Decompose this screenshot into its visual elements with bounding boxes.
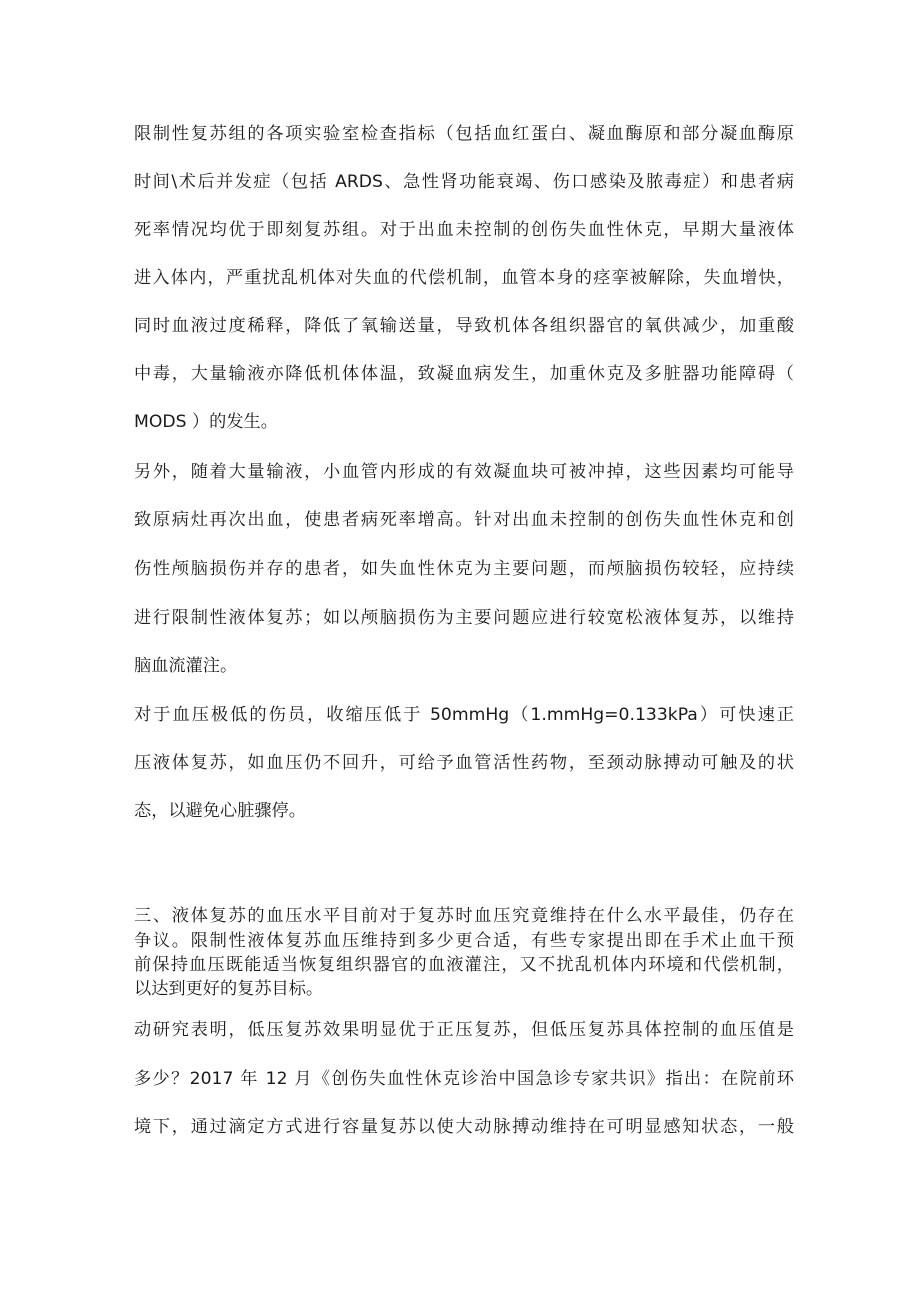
paragraph-line: 动研究表明，低压复苏效果明显优于正压复苏，但低压复苏具体控制的血压值是 — [134, 1020, 794, 1040]
paragraph-line: 致原病灶再次出血，使患者病死率增高。针对出血未控制的创伤失血性休克和创 — [134, 510, 794, 530]
paragraph-line: 脑血流灌注。 — [134, 656, 238, 676]
paragraph-line: 态，以避免心脏骤停。 — [134, 801, 306, 821]
section-heading-line: 三、液体复苏的血压水平目前对于复苏时血压究竟维持在什么水平最佳，仍存在 — [134, 906, 794, 926]
paragraph-line: 争议。限制性液体复苏血压维持到多少更合适，有些专家提出即在手术止血干预 — [134, 931, 794, 951]
paragraph-line: MODS ）的发生。 — [134, 412, 278, 432]
paragraph-line: 另外，随着大量输液，小血管内形成的有效凝血块可被冲掉，这些因素均可能导 — [134, 462, 794, 482]
paragraph-line: 伤性颅脑损伤并存的患者，如失血性休克为主要问题，而颅脑损伤较轻，应持续 — [134, 559, 794, 579]
paragraph-line: 前保持血压既能适当恢复组织器官的血液灌注，又不扰乱机体内环境和代偿机制， — [134, 955, 794, 975]
paragraph-line: 死率情况均优于即刻复苏组。对于出血未控制的创伤失血性休克，早期大量液体 — [134, 220, 794, 240]
paragraph-line: 同时血液过度稀释，降低了氧输送量，导致机体各组织器官的氧供减少，加重酸 — [134, 316, 794, 336]
paragraph-line: 境下，通过滴定方式进行容量复苏以使大动脉搏动维持在可明显感知状态，一般 — [134, 1117, 794, 1137]
paragraph-line: 时间\术后并发症（包括 ARDS、急性肾功能衰竭、伤口感染及脓毒症）和患者病 — [134, 172, 794, 192]
paragraph-line: 压液体复苏，如血压仍不回升，可给予血管活性药物，至颈动脉搏动可触及的状 — [134, 753, 794, 773]
paragraph-line: 多少？2017 年 12 月《创伤失血性休克诊治中国急诊专家共识》指出：在院前环 — [134, 1069, 794, 1089]
paragraph-line: 进行限制性液体复苏；如以颅脑损伤为主要问题应进行较宽松液体复苏，以维持 — [134, 608, 794, 628]
paragraph-line: 中毒，大量输液亦降低机体体温，致凝血病发生，加重休克及多脏器功能障碍（ — [134, 364, 794, 384]
paragraph-line: 对于血压极低的伤员，收缩压低于 50mmHg（1.mmHg=0.133kPa）可快速正 — [134, 705, 794, 725]
paragraph-line: 限制性复苏组的各项实验室检查指标（包括血红蛋白、凝血酶原和部分凝血酶原 — [134, 124, 794, 144]
paragraph-line: 以达到更好的复苏目标。 — [134, 979, 324, 999]
paragraph-line: 进入体内，严重扰乱机体对失血的代偿机制，血管本身的痉挛被解除，失血增快， — [134, 268, 794, 288]
